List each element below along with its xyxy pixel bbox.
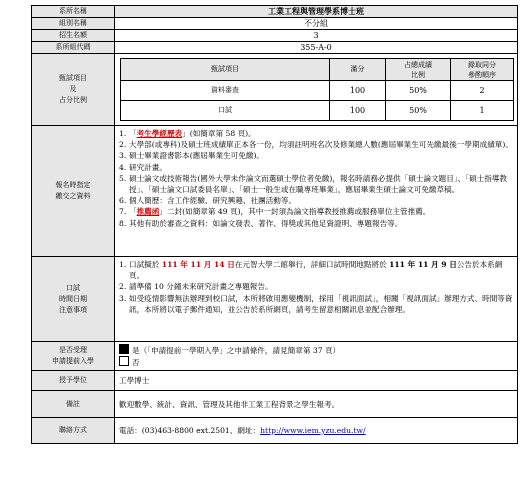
- docs-item-num: 7.: [119, 207, 127, 217]
- dept-label: 系所名稱: [32, 6, 115, 18]
- docs-item-pre: 「: [129, 129, 137, 138]
- degree-label: 授予學位: [32, 371, 115, 391]
- exam-row-full: 100: [330, 81, 386, 101]
- early-no-option: [119, 356, 517, 368]
- exam-header-ratio-line2: 比例: [411, 70, 425, 79]
- docs-item-text: 碩士畢業證書影本(應屆畢業生可免繳)。: [129, 151, 265, 161]
- exam-items-table: [120, 58, 514, 121]
- announce-date: 111 年 11 月 9 日: [389, 260, 457, 269]
- exam-header-order-line1: 錄取同分: [468, 60, 496, 69]
- docs-item-text: 其他有助於審查之資料：如論文發表、著作、得獎或其他足資證明、專題報告等。: [129, 218, 403, 228]
- oral-item-post: 在元智大學二館舉行，詳細口試時間地點將於: [234, 260, 390, 269]
- exam-row-name: 資料審查: [121, 81, 330, 101]
- exam-row-name: 口試: [121, 101, 330, 121]
- quota-value: 3: [115, 30, 518, 42]
- oral-list: [115, 257, 517, 317]
- website-link[interactable]: http://www.iem.yzu.edu.tw/: [260, 426, 366, 435]
- degree-value: 工學博士: [115, 371, 518, 391]
- early-cell: [115, 342, 518, 371]
- oral-label-line2: 時間日期: [59, 294, 87, 303]
- oral-item-post2: 公告於本系網頁。: [129, 260, 503, 281]
- checked-box-icon: [119, 344, 129, 354]
- exam-label: [32, 54, 115, 126]
- oral-label-line3: 注意事項: [59, 305, 87, 314]
- code-value: 355-A-0: [115, 42, 518, 54]
- early-label: [32, 342, 115, 371]
- remark-label: 備註: [32, 391, 115, 418]
- oral-cell: [115, 257, 518, 342]
- exam-row-ratio: 50%: [386, 101, 451, 121]
- docs-item-post: 」(如簡章第 58 頁)。: [182, 129, 256, 138]
- docs-item: [119, 150, 514, 161]
- docs-item-post: 」二封(如簡章第 49 頁)，其中一封須為論文指導教授推薦或服務單位主管推薦。: [159, 207, 431, 217]
- docs-item-num: 8.: [119, 218, 127, 228]
- exam-row-order: 1: [451, 101, 514, 121]
- docs-item: [119, 162, 514, 173]
- early-no-text: 否: [132, 358, 140, 367]
- docs-item-num: 4.: [119, 162, 127, 172]
- docs-label: [32, 126, 115, 257]
- docs-item-num: 1.: [119, 129, 127, 138]
- exam-header-full: 滿分: [330, 59, 386, 81]
- oral-label: [32, 257, 115, 342]
- docs-item-pre: 「: [129, 207, 137, 217]
- group-label: 組別名稱: [32, 18, 115, 30]
- early-label-line2: 申請提前入學: [52, 357, 94, 365]
- exam-header-order: [451, 59, 514, 81]
- exam-header-ratio-line1: 占總成績: [404, 60, 432, 69]
- exam-row-ratio: 50%: [386, 81, 451, 101]
- dept-value: 工業工程與管理學系博士班: [115, 6, 518, 18]
- resume-form-link[interactable]: 考生學經歷表: [136, 129, 183, 138]
- docs-item-num: 2.: [119, 140, 127, 150]
- exam-row-full: 100: [330, 101, 386, 121]
- docs-item-text: 個人簡歷：含工作經驗、研究興趣、社團活動等。: [129, 196, 297, 206]
- oral-item: [119, 281, 514, 292]
- docs-item: [119, 128, 514, 139]
- early-label-line1: 是否受理: [59, 346, 87, 354]
- unchecked-box-icon: [119, 356, 129, 366]
- early-yes-option: [119, 344, 517, 356]
- exam-header-item: 甄試項目: [121, 59, 330, 81]
- docs-item-text: 研究計畫。: [129, 162, 167, 172]
- exam-label-line1: 甄試項目: [59, 74, 87, 82]
- quota-label: 招生名額: [32, 30, 115, 42]
- docs-item: [119, 195, 514, 206]
- oral-item-pre: 口試擬於: [129, 260, 162, 269]
- docs-item: [119, 173, 514, 195]
- docs-label-line2: 繳交之資料: [55, 192, 91, 200]
- oral-item-num: 2.: [119, 282, 127, 292]
- exam-header-order-line2: 參酌順序: [468, 70, 496, 79]
- oral-item: [119, 293, 514, 315]
- exam-cell: [115, 54, 518, 126]
- docs-item: [119, 206, 514, 217]
- group-value: 不分組: [115, 18, 518, 30]
- docs-item-num: 5.: [119, 173, 127, 183]
- exam-row: [121, 81, 514, 101]
- exam-row: [121, 101, 514, 121]
- docs-cell: [115, 126, 518, 257]
- contact-cell: [115, 418, 518, 444]
- docs-item-text: 大學部(或專科)及碩士班成績單正本各一份，均須註明班名次及修業總人數(應屆畢業生可先繳最後一學期成績單)。: [129, 140, 513, 150]
- docs-item-text: 碩士論文或技術報告(國外大學未作論文而選碩士學位者免繳)，報名時請務必提供「碩士論文題目」、「碩士指導教授」、「碩士論文口試委員名單」、「碩士一般生或在職專班畢業」，應屆畢業生碩士論文可免繳草稿。: [129, 173, 508, 195]
- early-yes-text: 是（「申請提前一學期入學」之申請條件，請見簡章第 37 頁）: [132, 346, 341, 355]
- contact-label: 聯絡方式: [32, 418, 115, 444]
- exam-header-ratio: [386, 59, 451, 81]
- oral-item-num: 3.: [119, 293, 127, 303]
- oral-item: [119, 259, 514, 281]
- contact-text: 電話：(03)463-8800 ext.2501、網址：: [119, 426, 261, 435]
- docs-list: [115, 126, 517, 231]
- docs-label-line1: 報名時指定: [55, 181, 91, 189]
- recommendation-letter-link[interactable]: 推薦函: [136, 207, 160, 217]
- remark-value: 歡迎數學、統計、資訊、管理及其他非工業工程背景之學生報考。: [115, 391, 518, 418]
- docs-item: [119, 218, 514, 229]
- oral-date: 111 年 11 月 14 日: [161, 260, 235, 269]
- oral-item-num: 1.: [119, 260, 127, 269]
- oral-item-text: 如受疫情影響無法辦理到校口試，本所將啟用應變機制，採用「視訊面試」，相關「視訊面試」辦理方式、時間等資訊，本所將以電子郵件通知，並公告於系所網頁，請考生留意相關訊息並配合辦理。: [129, 293, 513, 314]
- admission-info-sheet: [31, 5, 517, 444]
- admission-table: [31, 5, 518, 444]
- exam-row-order: 2: [451, 81, 514, 101]
- exam-label-line3: 占分比例: [59, 96, 87, 104]
- oral-label-line1: 口試: [66, 283, 80, 292]
- oral-item-text: 請準備 10 分鐘未來研究計畫之專題報告。: [129, 282, 273, 292]
- exam-label-line2: 及: [69, 85, 77, 93]
- docs-item-num: 3.: [119, 151, 127, 161]
- docs-item: [119, 139, 514, 150]
- docs-item-num: 6.: [119, 196, 127, 206]
- code-label: 系所組代碼: [32, 42, 115, 54]
